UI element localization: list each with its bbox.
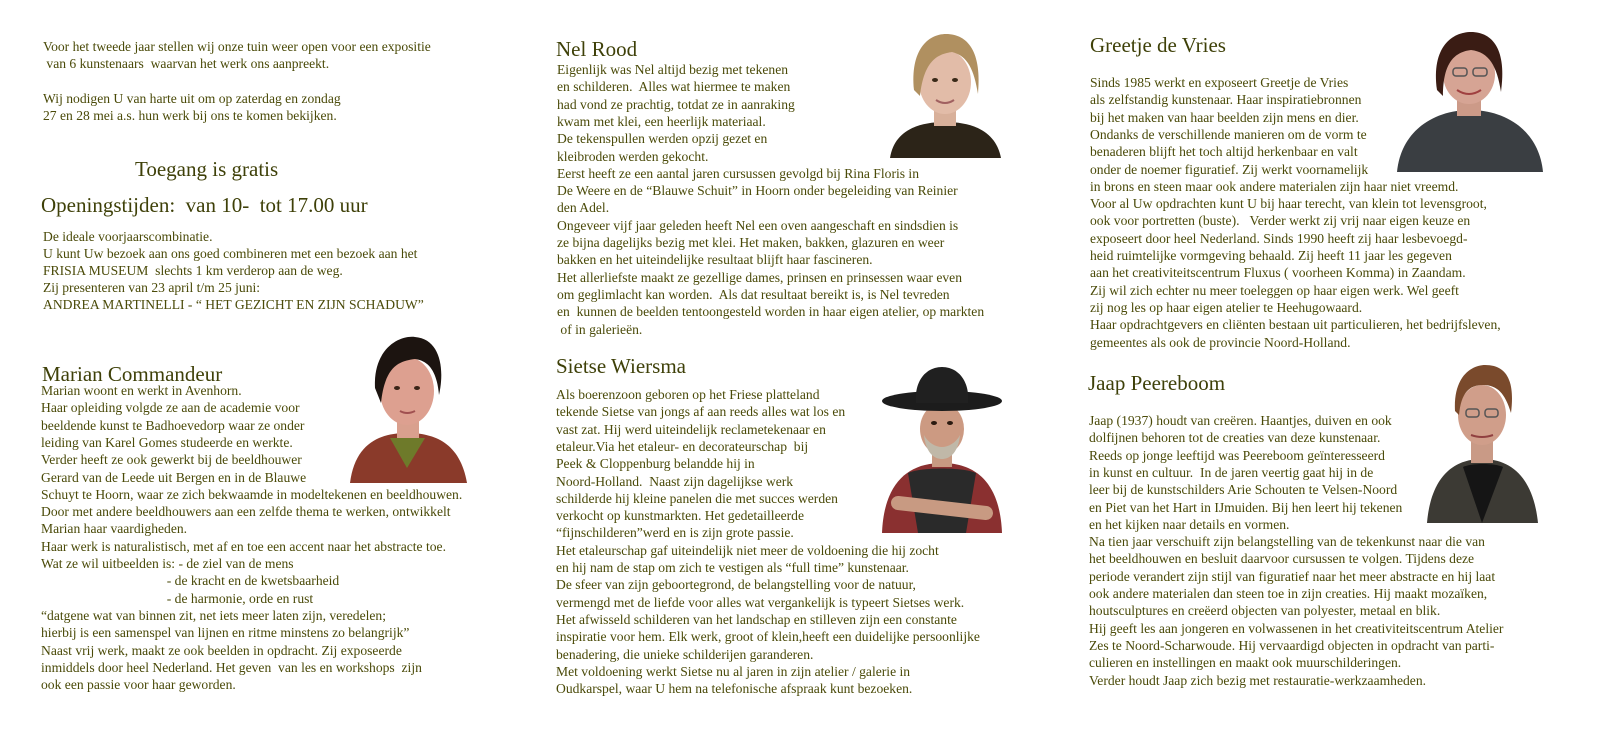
bio-line: Noord-Holland. Naast zijn dagelijkse werk (556, 473, 794, 489)
artist-name-nel: Nel Rood (556, 37, 638, 61)
bio-line: om geglimlacht kan worden. Als dat resultaat bereikt is, is Nel tevreden (557, 286, 950, 302)
bio-line: Verder houdt Jaap zich bezig met restauratie-werkzaamheden. (1089, 672, 1427, 688)
bio-line: Eigenlijk was Nel altijd bezig met tekenen (557, 62, 789, 77)
bio-line: vast zat. Hij werd uiteindelijk reclametekenaar en (556, 421, 826, 437)
bio-line: en kunnen de beelden tentoongesteld worden in haar eigen atelier, op markten (557, 304, 985, 320)
bio-line: Hij geeft les aan jongeren en volwassenen in het creativiteitscentrum Atelier (1089, 620, 1504, 636)
bio-line: leiding van Karel Gomes studeerde en werkte. (41, 434, 293, 450)
artist-name-jaap: Jaap Peereboom (1088, 371, 1226, 395)
bio-line: Ongeveer vijf jaar geleden heeft Nel een oven aangeschaft en sindsdien is (557, 217, 959, 233)
bio-line: in brons en steen maar ook andere materialen zijn haar niet vreemd. (1090, 178, 1459, 194)
bio-line: Ondanks de verschillende manieren om de vorm te (1090, 126, 1367, 142)
bio-line: culieren en instellingen en maakt ook muurschilderingen. (1089, 655, 1402, 671)
bio-line: heid ruimtelijke vormgeving behaald. Zij heeft 11 jaar les gegeven (1090, 248, 1452, 263)
bio-line: De tekenspullen werden opzij gezet en (557, 131, 768, 147)
bio-line: het beeldhouwen en besluit daarvoor cursussen te volgen. Tijdens deze (1089, 551, 1475, 567)
bio-line: Het allerliefste maakt ze gezellige dames, prinsen en prinsessen waar even (557, 269, 962, 285)
bio-line: bakken en het uiteindelijke resultaat blijft haar fascineren. (557, 252, 873, 268)
bio-line: houtsculptures en creëerd objecten van polyester, metaal en blik. (1089, 603, 1441, 619)
bio-line: De sfeer van zijn geboortegrond, de belangstelling voor de natuur, (556, 577, 916, 593)
bio-line: Jaap (1937) houdt van creëren. Haantjes, duiven en ook (1089, 413, 1392, 428)
intro-line: 27 en 28 mei a.s. hun werk bij ons te komen bekijken. (43, 108, 337, 123)
portrait-sietse-photo (878, 363, 1006, 533)
bio-line: periode verandert zijn stijl van figuratief naar het meer abstracte en hij laat (1089, 568, 1496, 584)
bio-line: vermengd met de liefde voor alles wat vergankelijk is typeert Sietses werk. (556, 594, 965, 610)
bio-line: benadering, die unieke schilderijen garanderen. (556, 646, 814, 662)
bio-line: inspiratie voor hem. Elk werk, groot of klein,heeft een duidelijke persoonlijke (556, 629, 980, 645)
intro-line: Wij nodigen U van harte uit om op zaterdag en zondag (43, 91, 341, 106)
bio-line: benaderen blijft het toch altijd herkenbaar en valt (1090, 144, 1358, 160)
artist-name-greetje: Greetje de Vries (1090, 33, 1226, 57)
bio-line: beeldende kunst te Badhoevedorp waar ze onder (41, 417, 305, 433)
bio-line: - de harmonie, orde en rust (41, 590, 314, 606)
portrait-nel-photo (888, 30, 1003, 158)
entry-free-heading: Toegang is gratis (135, 157, 279, 181)
bio-line: De Weere en de “Blauwe Schuit” in Hoorn onder begeleiding van Reinier (557, 183, 958, 199)
bio-line: kwam met klei, een heerlijk materiaal. (557, 113, 766, 129)
portrait-greetje-photo (1395, 30, 1545, 172)
bio-line: Wat ze wil uitbeelden is: - de ziel van de mens (41, 556, 294, 571)
bio-line: Het afwisseld schilderen van het landschap en stilleven zijn een constante (556, 611, 957, 627)
bio-line: Oudkarspel, waar U hem na telefonische afspraak kunt bezoeken. (556, 681, 913, 697)
portrait-jaap-photo (1425, 363, 1540, 523)
bio-line: Marian woont en werkt in Avenhorn. (41, 383, 242, 398)
bio-line: exposeert door heel Nederland. Sinds 1990 heeft zij haar lesbevoegd- (1090, 230, 1468, 246)
bio-line: Zes te Noord-Scharwoude. Hij vervaardigd objecten in opdracht van parti- (1089, 637, 1495, 653)
bio-line: Eerst heeft ze een aantal jaren cursussen gevolgd bij Rina Floris in (557, 165, 920, 181)
bio-line: of in galerieën. (557, 321, 643, 337)
bio-line: Haar opleiding volgde ze aan de academie voor (41, 400, 300, 416)
bio-line: Verder heeft ze ook gewerkt bij de beeldhouwer (41, 452, 302, 468)
artist-name-marian: Marian Commandeur (42, 362, 223, 386)
bio-line: bij het maken van haar beelden zijn mens en dier. (1090, 109, 1359, 125)
bio-line: in kunst en cultuur. In de jaren veertig gaat hij in de (1089, 464, 1374, 480)
bio-line: zij nog les op haar eigen atelier te Heehugowaard. (1090, 299, 1363, 315)
bio-line: ook andere materialen dan steen toe in zijn creaties. Hij maakt mozaïken, (1089, 586, 1488, 601)
bio-line: Door met andere beeldhouwers aan een zelfde thema te werken, ontwikkelt (41, 504, 451, 520)
bio-line: en hij nam de stap om zich te vestigen als “full time” kunstenaar. (556, 560, 909, 575)
bio-line: leer bij de kunstschilders Arie Schouten te Velsen-Noord (1089, 482, 1398, 498)
combo-line: FRISIA MUSEUM slechts 1 km verderop aan de weg. (43, 263, 343, 278)
bio-line: kleibroden werden gekocht. (557, 148, 709, 164)
combo-line: U kunt Uw bezoek aan ons goed combineren met een bezoek aan het (43, 246, 418, 261)
bio-line: ook een passie voor haar geworden. (41, 677, 236, 693)
bio-line: onder de noemer figuratief. Zij werkt voornamelijk (1090, 161, 1369, 177)
bio-line: Het etaleurschap gaf uiteindelijk niet meer de voldoening die hij zocht (556, 542, 939, 558)
bio-line: Schuyt te Hoorn, waar ze zich bekwaamde in modeltekenen en beeldhouwen. (41, 486, 463, 502)
bio-line: etaleur.Via het etaleur- en decorateurschap bij (556, 438, 809, 454)
bio-line: ze bijna dagelijks bezig met klei. Het maken, bakken, glazuren en weer (557, 235, 945, 250)
bio-line: aan het creativiteitscentrum Fluxus ( voorheen Komma) in Zaandam. (1090, 265, 1466, 281)
bio-line: Sinds 1985 werkt en exposeert Greetje de Vries (1090, 75, 1349, 90)
bio-line: Gerard van de Leede uit Bergen en in de Blauwe (41, 469, 307, 485)
bio-line: Zij wil zich echter nu meer toeleggen op haar eigen werk. Wel geeft (1090, 282, 1459, 298)
bio-line: den Adel. (557, 200, 610, 216)
intro-line: van 6 kunstenaars waarvan het werk ons aanpreekt. (43, 56, 330, 71)
bio-line: Haar opdrachtgevers en cliënten bestaan uit particulieren, het bedrijfsleven, (1090, 317, 1501, 333)
combo-line: ANDREA MARTINELLI - “ HET GEZICHT EN ZIJN SCHADUW” (43, 297, 424, 312)
bio-line: Peek & Cloppenburg belandde hij in (556, 456, 755, 472)
bio-line: Reeds op jonge leeftijd was Peereboom geïnteresseerd (1089, 447, 1385, 463)
bio-line: schilderde hij kleine panelen die met succes werden (556, 490, 838, 506)
bio-line: Met voldoening werkt Sietse nu al jaren in zijn atelier / galerie in (556, 663, 911, 679)
bio-line: en Piet van het Hart in IJmuiden. Bij hen leert hij tekenen (1089, 499, 1403, 515)
bio-line: verkocht op kunstmarkten. Het gedetailleerde (556, 508, 804, 524)
bio-line: ook voor portretten (buste). Verder werkt zij vrij naar eigen keuze en (1090, 213, 1471, 229)
bio-line: Als boerenzoon geboren op het Friese platteland (556, 387, 820, 402)
bio-line: dolfijnen behoren tot de creaties van deze kunstenaar. (1089, 430, 1381, 446)
bio-line: had vond ze prachtig, totdat ze in aanraking (557, 96, 795, 112)
bio-line: “datgene wat van binnen zit, net iets meer laten zijn, veredelen; (41, 607, 386, 623)
bio-line: en het kijken naar details en vormen. (1089, 516, 1290, 532)
artist-name-sietse: Sietse Wiersma (556, 354, 686, 378)
opening-hours-heading: Openingstijden: van 10- tot 17.00 uur (41, 193, 368, 217)
bio-line: inmiddels door heel Nederland. Het geven van les en workshops zijn (41, 659, 422, 675)
bio-line: Naast vrij werk, maakt ze ook beelden in opdracht. Zij exposeerde (41, 642, 402, 658)
combo-line: Zij presenteren van 23 april t/m 25 juni: (43, 280, 261, 295)
bio-line: Na tien jaar verschuift zijn belangstelling van de tekenkunst naar die van (1089, 534, 1485, 550)
bio-line: gemeentes als ook de provincie Noord-Holland. (1090, 334, 1351, 350)
bio-line: Voor al Uw opdrachten kunt U bij haar terecht, van klein tot levensgroot, (1090, 196, 1487, 212)
portrait-marian-photo (345, 333, 470, 483)
bio-line: hierbij is een samenspel van lijnen en ritme minstens zo belangrijk” (41, 625, 410, 641)
bio-line: - de kracht en de kwetsbaarheid (41, 573, 340, 589)
intro-line: Voor het tweede jaar stellen wij onze tuin weer open voor een expositie (43, 39, 431, 54)
bio-line: Marian haar vaardigheden. (41, 521, 188, 537)
combo-line: De ideale voorjaarscombinatie. (43, 229, 213, 244)
bio-line: en schilderen. Alles wat hiermee te maken (557, 79, 791, 95)
bio-line: Haar werk is naturalistisch, met af en toe een accent naar het abstracte toe. (41, 538, 446, 554)
bio-line: als zelfstandig kunstenaar. Haar inspiratiebronnen (1090, 92, 1362, 108)
bio-line: tekende Sietse van jongs af aan reeds alles wat los en (556, 404, 846, 420)
bio-line: “fijnschilderen”werd en is zijn grote passie. (556, 525, 794, 541)
